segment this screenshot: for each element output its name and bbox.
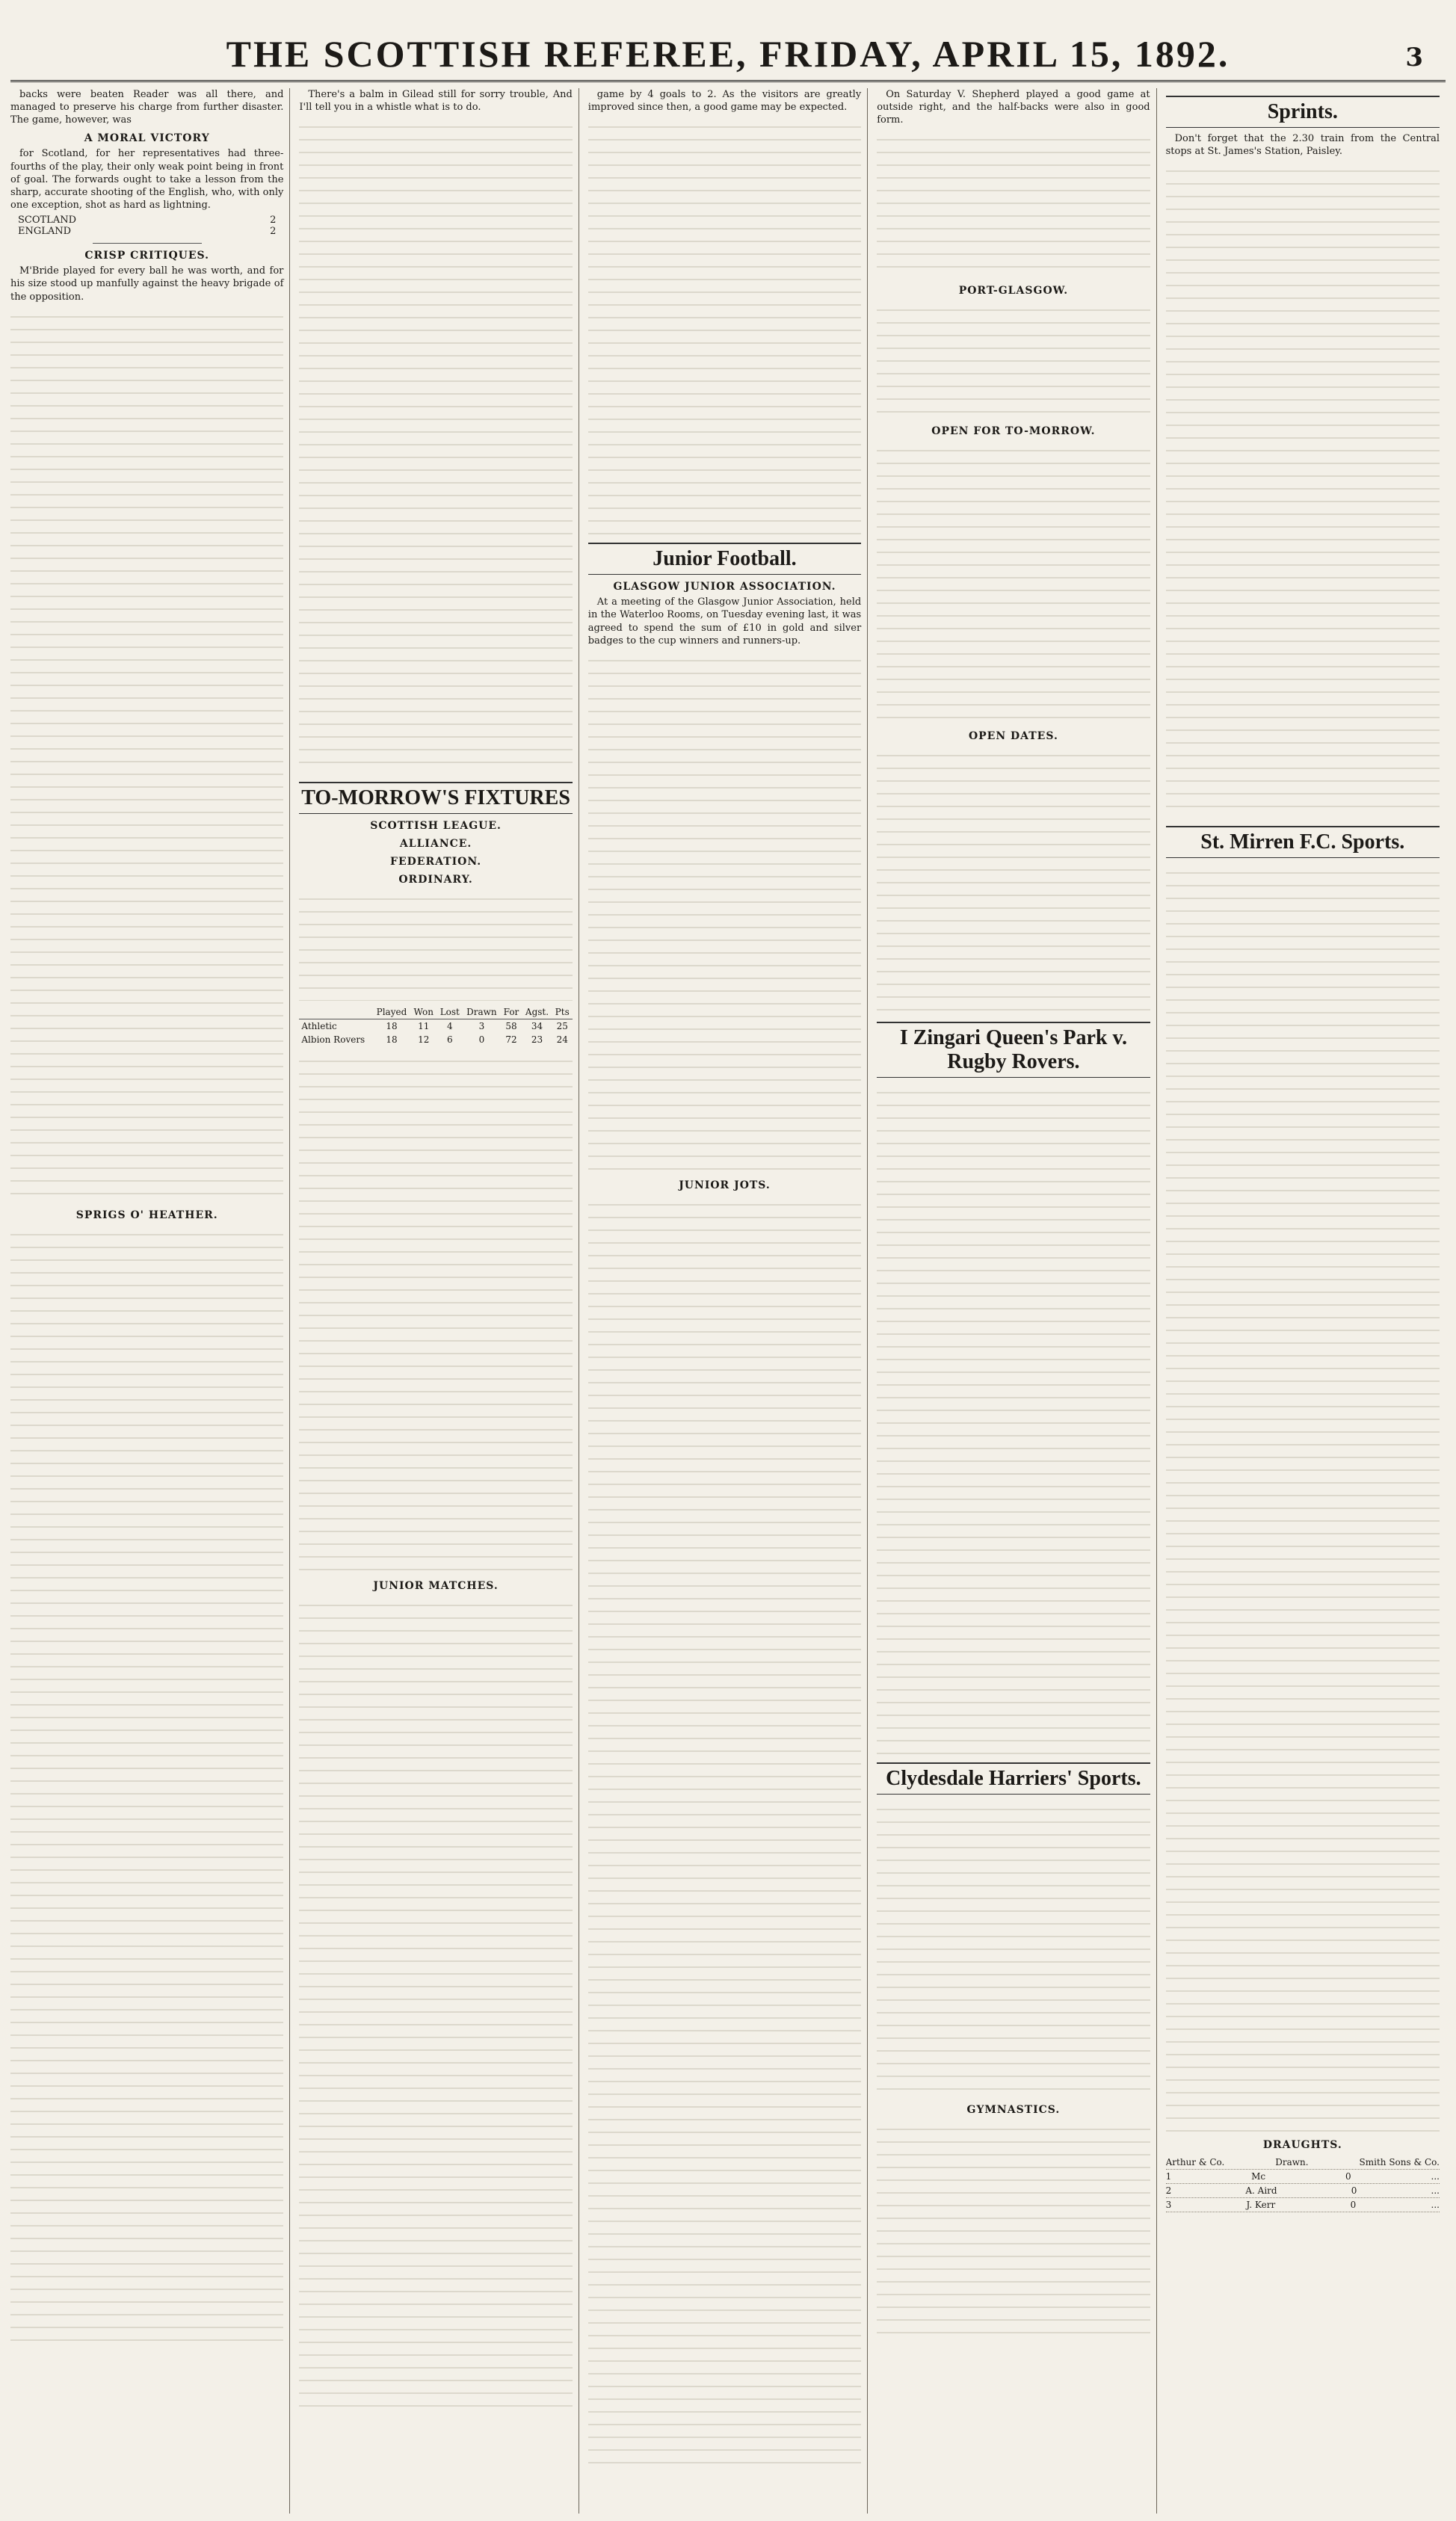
column-text-block — [877, 440, 1150, 724]
league-cell: 18 — [386, 1034, 398, 1046]
table-row — [299, 1019, 572, 1034]
column-text-block — [1166, 161, 1440, 818]
table-row — [1166, 2184, 1440, 2198]
moral-victory-heading: A MORAL VICTORY — [84, 132, 210, 145]
column-text-block — [877, 1799, 1150, 2098]
league-cell: 25 — [556, 1021, 568, 1032]
divider — [93, 243, 202, 244]
table-row — [1166, 2170, 1440, 2184]
column-1 — [10, 88, 290, 2514]
alliance-subheading: ALLIANCE. — [399, 838, 472, 851]
column-text-block — [588, 1194, 861, 2465]
column-text-block — [299, 1595, 572, 2417]
league-header-cell: Played — [373, 1005, 410, 1019]
verse-paragraph: There's a balm in Gilead still for sorry trouble, And I'll tell you in a whistle what is to do. — [299, 89, 573, 114]
draughts-heading: DRAUGHTS. — [1262, 2139, 1342, 2152]
draughts-team-right: Smith Sons & Co. — [1359, 2157, 1440, 2168]
sprints-paragraph: Don't forget that the 2.30 train from the Central stops at St. James's Station, Paisley. — [1165, 133, 1440, 158]
draughts-cell: 0 — [1351, 2185, 1357, 2197]
junior-football-section — [588, 88, 861, 2465]
sprints-heading: Sprints. — [1166, 96, 1440, 128]
league-table — [299, 1005, 572, 1046]
league-cell: Athletic — [301, 1021, 337, 1032]
score-team: ENGLAND — [18, 226, 72, 238]
column-text-block — [299, 117, 572, 774]
league-cell: 34 — [531, 1021, 543, 1032]
clydesdale-harriers-heading: Clydesdale Harriers' Sports. — [877, 1762, 1150, 1795]
league-header-cell: Drawn — [463, 1005, 500, 1019]
column-4 — [877, 88, 1156, 2514]
league-cell: 3 — [478, 1021, 485, 1032]
draughts-cell: ... — [1431, 2200, 1440, 2211]
draughts-cell: ... — [1431, 2171, 1440, 2182]
gymnastics-subheading: GYMNASTICS. — [966, 2104, 1061, 2117]
column-text-block — [1166, 863, 1440, 2133]
international-report — [10, 88, 283, 2345]
score-goals: 2 — [270, 226, 277, 238]
column-text-block — [877, 1082, 1150, 1755]
league-cell: 58 — [505, 1021, 517, 1032]
draughts-cell: J. Kerr — [1246, 2200, 1276, 2211]
column-3 — [588, 88, 868, 2514]
league-header-cell — [299, 1005, 372, 1019]
draughts-drawn: Drawn. — [1275, 2157, 1309, 2168]
zingari-rugby-heading: I Zingari Queen's Park v. Rugby Rovers. — [877, 1022, 1150, 1078]
league-header-cell: Pts — [552, 1005, 573, 1019]
league-cell: Albion Rovers — [301, 1034, 365, 1046]
table-row — [299, 1033, 572, 1046]
masthead-title: THE SCOTTISH REFEREE, FRIDAY, APRIL 15, 1892. — [226, 33, 1230, 75]
score-row — [10, 215, 283, 226]
draughts-cell: 0 — [1350, 2200, 1357, 2211]
junior-matches-heading: JUNIOR MATCHES. — [373, 1580, 499, 1593]
lead-paragraph: backs were beaten Reader was all there, and managed to preserve his charge from further disaster. The game, however, was — [10, 89, 284, 126]
draughts-cell: 3 — [1165, 2200, 1172, 2211]
draughts-cell: 1 — [1165, 2171, 1172, 2182]
st-mirren-sports-heading: St. Mirren F.C. Sports. — [1166, 826, 1440, 858]
draughts-results — [1166, 2156, 1440, 2212]
association-paragraph: At a meeting of the Glasgow Junior Association, held in the Waterloo Rooms, on Tuesday evening last, it was agreed to spend the sum of £10 in gold and silver badges to the cup winners and runners-up. — [587, 596, 862, 647]
column-text-block — [588, 117, 861, 535]
sprints-section — [1166, 96, 1440, 2212]
league-cell: 0 — [478, 1034, 485, 1046]
score-goals: 2 — [270, 215, 277, 226]
league-header-row — [299, 1005, 572, 1019]
column-2 — [299, 88, 579, 2514]
league-cell: 12 — [418, 1034, 430, 1046]
score-team: SCOTLAND — [18, 215, 76, 226]
fixtures-heading: TO-MORROW'S FIXTURES — [299, 782, 572, 814]
league-cell: 23 — [531, 1034, 543, 1046]
league-cell: 72 — [505, 1034, 517, 1046]
draughts-cell: A. Aird — [1245, 2185, 1277, 2197]
sprigs-heading: SPRIGS O' HEATHER. — [75, 1209, 218, 1221]
column-text-block — [877, 2119, 1150, 2343]
draughts-cell: Mc — [1251, 2171, 1266, 2182]
draughts-cell: 0 — [1345, 2171, 1351, 2182]
league-header-cell: Lost — [437, 1005, 463, 1019]
glasgow-junior-subheading: GLASGOW JUNIOR ASSOCIATION. — [613, 581, 836, 593]
score-row — [10, 226, 283, 237]
masthead — [10, 0, 1446, 82]
junior-jots-subheading: JUNIOR JOTS. — [679, 1179, 771, 1191]
moral-victory-paragraph: for Scotland, for her representatives had three-fourths of the play, their only weak point being in front of goal. The forwards ought to take a lesson from the sharp, accurate shooting of the English, who, with only one exception, shot as hard as lightning. — [10, 148, 284, 212]
crisp-critiques-paragraph: M'Bride played for every ball he was worth, and for his size stood up manfully against the heavy brigade of the opposition. — [10, 265, 284, 303]
column-text-block — [877, 745, 1150, 1014]
table-row — [1166, 2198, 1440, 2212]
open-for-tomorrow-subheading: OPEN FOR TO-MORROW. — [931, 425, 1096, 438]
league-header-cell: Agst. — [522, 1005, 552, 1019]
league-cell: 11 — [418, 1021, 430, 1032]
intro-paragraph: On Saturday V. Shepherd played a good game at outside right, and the half-backs were also in good form. — [877, 89, 1150, 126]
draughts-cell: 2 — [1165, 2185, 1172, 2197]
crisp-critiques-heading: CRISP CRITIQUES. — [84, 250, 210, 262]
port-glasgow-subheading: PORT-GLASGOW. — [958, 285, 1069, 297]
league-header-cell: For — [501, 1005, 522, 1019]
ordinary-subheading: ORDINARY. — [398, 874, 473, 886]
column-text-block — [10, 1224, 283, 2345]
column-text-block — [299, 1051, 572, 1574]
draughts-cell: ... — [1431, 2185, 1440, 2197]
column-text-block — [877, 300, 1150, 419]
scottish-league-subheading: SCOTTISH LEAGUE. — [370, 820, 502, 833]
open-dates-subheading: OPEN DATES. — [968, 730, 1058, 743]
intro-paragraph: game by 4 goals to 2. As the visitors are greatly improved since then, a good game may be expected. — [587, 89, 862, 114]
fixtures-section — [299, 88, 572, 2417]
draughts-team-left: Arthur & Co. — [1165, 2157, 1225, 2168]
columns — [10, 88, 1446, 2514]
column-5 — [1166, 88, 1446, 2514]
league-cell: 6 — [446, 1034, 453, 1046]
page-number: 3 — [1405, 43, 1423, 72]
column-text-block — [10, 306, 283, 1203]
league-cell: 18 — [386, 1021, 398, 1032]
league-cell: 24 — [556, 1034, 568, 1046]
final-score — [10, 215, 283, 237]
league-header-cell: Won — [410, 1005, 437, 1019]
column-text-block — [877, 129, 1150, 279]
draughts-header — [1166, 2156, 1440, 2170]
junior-football-heading: Junior Football. — [588, 543, 861, 575]
column-text-block — [299, 889, 572, 1001]
rugby-and-harriers-section — [877, 88, 1150, 2343]
column-text-block — [588, 650, 861, 1173]
federation-subheading: FEDERATION. — [390, 856, 482, 868]
league-cell: 4 — [446, 1021, 453, 1032]
